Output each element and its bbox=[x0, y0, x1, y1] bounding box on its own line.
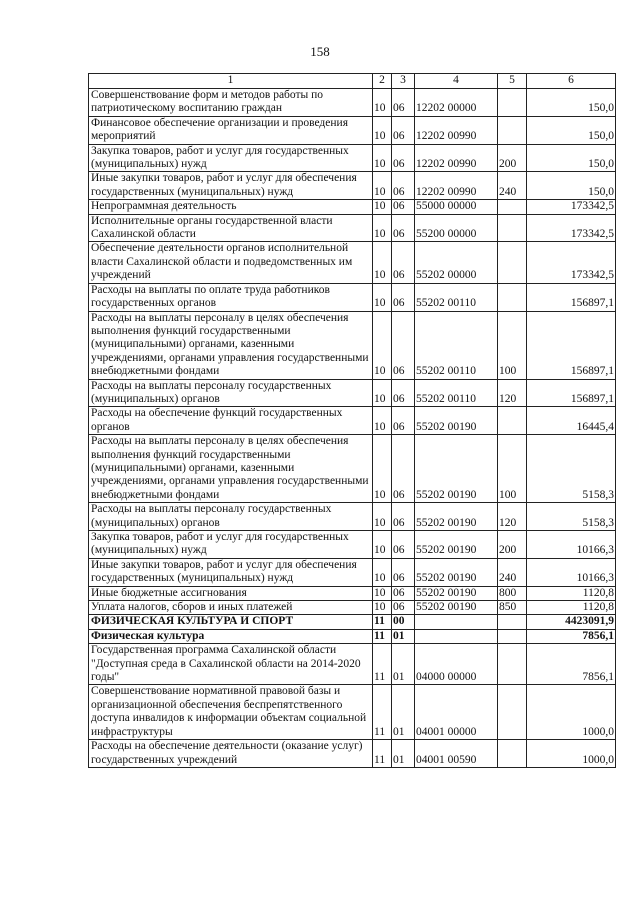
row-section-cell: 10 bbox=[373, 407, 392, 435]
row-expense-type-cell bbox=[498, 629, 527, 643]
row-amount-cell: 150,0 bbox=[527, 89, 616, 117]
row-target-article-cell: 04001 00590 bbox=[415, 740, 498, 768]
row-subsection-cell: 06 bbox=[392, 407, 415, 435]
row-section-cell: 11 bbox=[373, 685, 392, 740]
row-subsection-cell: 06 bbox=[392, 89, 415, 117]
row-target-article-cell: 55202 00190 bbox=[415, 586, 498, 600]
row-subsection-cell: 01 bbox=[392, 629, 415, 643]
row-expense-type-cell bbox=[498, 242, 527, 283]
page-number: 158 bbox=[310, 44, 330, 59]
table-row bbox=[89, 586, 616, 600]
row-target-article-cell: 55202 00190 bbox=[415, 435, 498, 503]
table-row bbox=[89, 629, 616, 643]
row-subsection-cell: 00 bbox=[392, 615, 415, 629]
row-target-article-cell bbox=[415, 629, 498, 643]
row-subsection-cell: 06 bbox=[392, 586, 415, 600]
row-section-cell: 10 bbox=[373, 283, 392, 311]
row-target-article-cell: 55202 00110 bbox=[415, 379, 498, 407]
header-cell: 3 bbox=[392, 74, 415, 89]
row-section-cell: 10 bbox=[373, 503, 392, 531]
row-section-cell: 10 bbox=[373, 116, 392, 144]
row-expense-type-cell: 120 bbox=[498, 503, 527, 531]
row-expense-type-cell: 240 bbox=[498, 172, 527, 200]
row-expense-type-cell: 120 bbox=[498, 379, 527, 407]
row-expense-type-cell bbox=[498, 116, 527, 144]
row-expense-type-cell bbox=[498, 283, 527, 311]
row-amount-cell: 173342,5 bbox=[527, 214, 616, 242]
row-target-article-cell: 55202 00190 bbox=[415, 601, 498, 615]
table-row bbox=[89, 283, 616, 311]
row-section-cell: 10 bbox=[373, 200, 392, 214]
row-target-article-cell: 55000 00000 bbox=[415, 200, 498, 214]
row-amount-cell: 173342,5 bbox=[527, 200, 616, 214]
table-row bbox=[89, 172, 616, 200]
row-amount-cell: 156897,1 bbox=[527, 311, 616, 379]
row-name-cell: Иные бюджетные ассигнования bbox=[89, 586, 373, 600]
table-row bbox=[89, 242, 616, 283]
row-name-cell: Совершенствование нормативной правовой базы и организационной обеспечения беспрепятственного доступа инвалидов к информации объектам социальной инфраструктуры bbox=[89, 685, 373, 740]
table-row bbox=[89, 435, 616, 503]
row-subsection-cell: 06 bbox=[392, 379, 415, 407]
row-target-article-cell: 04001 00000 bbox=[415, 685, 498, 740]
row-expense-type-cell bbox=[498, 214, 527, 242]
row-amount-cell: 150,0 bbox=[527, 144, 616, 172]
row-amount-cell: 10166,3 bbox=[527, 558, 616, 586]
row-expense-type-cell bbox=[498, 685, 527, 740]
row-section-cell: 11 bbox=[373, 740, 392, 768]
row-section-cell: 10 bbox=[373, 89, 392, 117]
table-header-row bbox=[89, 74, 616, 89]
row-expense-type-cell: 200 bbox=[498, 531, 527, 559]
row-section-cell: 10 bbox=[373, 144, 392, 172]
row-subsection-cell: 06 bbox=[392, 116, 415, 144]
header-cell: 1 bbox=[89, 74, 373, 89]
row-name-cell: Расходы на выплаты по оплате труда работников государственных органов bbox=[89, 283, 373, 311]
row-section-cell: 10 bbox=[373, 586, 392, 600]
row-amount-cell: 7856,1 bbox=[527, 629, 616, 643]
row-name-cell: Расходы на выплаты персоналу в целях обеспечения выполнения функций государственными (муниципальными) органами, казенными учреждениями, органами управления государственными внебюджетными фондами bbox=[89, 311, 373, 379]
row-subsection-cell: 06 bbox=[392, 531, 415, 559]
row-section-cell: 11 bbox=[373, 644, 392, 685]
row-section-cell: 10 bbox=[373, 214, 392, 242]
row-amount-cell: 4423091,9 bbox=[527, 615, 616, 629]
row-section-cell: 10 bbox=[373, 172, 392, 200]
row-name-cell: Финансовое обеспечение организации и проведения мероприятий bbox=[89, 116, 373, 144]
row-subsection-cell: 06 bbox=[392, 283, 415, 311]
row-expense-type-cell: 800 bbox=[498, 586, 527, 600]
row-name-cell: Непрограммная деятельность bbox=[89, 200, 373, 214]
row-section-cell: 11 bbox=[373, 629, 392, 643]
row-expense-type-cell bbox=[498, 644, 527, 685]
row-target-article-cell: 55202 00190 bbox=[415, 531, 498, 559]
table-row bbox=[89, 311, 616, 379]
table-row bbox=[89, 558, 616, 586]
row-target-article-cell: 12202 00990 bbox=[415, 172, 498, 200]
row-name-cell: Расходы на обеспечение деятельности (оказание услуг) государственных учреждений bbox=[89, 740, 373, 768]
row-name-cell: Иные закупки товаров, работ и услуг для обеспечения государственных (муниципальных) нужд bbox=[89, 172, 373, 200]
row-subsection-cell: 06 bbox=[392, 435, 415, 503]
row-amount-cell: 10166,3 bbox=[527, 531, 616, 559]
row-amount-cell: 1000,0 bbox=[527, 740, 616, 768]
row-name-cell: ФИЗИЧЕСКАЯ КУЛЬТУРА И СПОРТ bbox=[89, 615, 373, 629]
table-row bbox=[89, 116, 616, 144]
row-subsection-cell: 06 bbox=[392, 503, 415, 531]
table-row bbox=[89, 601, 616, 615]
row-amount-cell: 5158,3 bbox=[527, 503, 616, 531]
row-target-article-cell: 55200 00000 bbox=[415, 214, 498, 242]
table-row bbox=[89, 740, 616, 768]
row-amount-cell: 1120,8 bbox=[527, 601, 616, 615]
row-section-cell: 10 bbox=[373, 558, 392, 586]
row-target-article-cell bbox=[415, 615, 498, 629]
row-name-cell: Расходы на обеспечение функций государственных органов bbox=[89, 407, 373, 435]
header-cell: 6 bbox=[527, 74, 616, 89]
row-subsection-cell: 06 bbox=[392, 558, 415, 586]
row-amount-cell: 7856,1 bbox=[527, 644, 616, 685]
row-subsection-cell: 01 bbox=[392, 644, 415, 685]
row-name-cell: Расходы на выплаты персоналу государственных (муниципальных) органов bbox=[89, 379, 373, 407]
row-amount-cell: 1120,8 bbox=[527, 586, 616, 600]
table-row bbox=[89, 144, 616, 172]
row-name-cell: Физическая культура bbox=[89, 629, 373, 643]
table-row bbox=[89, 531, 616, 559]
row-expense-type-cell bbox=[498, 200, 527, 214]
row-target-article-cell: 55202 00110 bbox=[415, 311, 498, 379]
row-target-article-cell: 12202 00000 bbox=[415, 89, 498, 117]
row-name-cell: Исполнительные органы государственной власти Сахалинской области bbox=[89, 214, 373, 242]
row-name-cell: Расходы на выплаты персоналу государственных (муниципальных) органов bbox=[89, 503, 373, 531]
row-subsection-cell: 01 bbox=[392, 685, 415, 740]
row-name-cell: Совершенствование форм и методов работы по патриотическому воспитанию граждан bbox=[89, 89, 373, 117]
row-target-article-cell: 55202 00190 bbox=[415, 407, 498, 435]
table-row bbox=[89, 379, 616, 407]
row-name-cell: Расходы на выплаты персоналу в целях обеспечения выполнения функций государственными (муниципальными) органами, казенными учреждениями, органами управления государственными внебюджетными фондами bbox=[89, 435, 373, 503]
table-row bbox=[89, 407, 616, 435]
row-section-cell: 10 bbox=[373, 435, 392, 503]
row-subsection-cell: 01 bbox=[392, 740, 415, 768]
row-expense-type-cell: 100 bbox=[498, 435, 527, 503]
budget-table bbox=[88, 73, 616, 768]
row-subsection-cell: 06 bbox=[392, 311, 415, 379]
row-name-cell: Закупка товаров, работ и услуг для государственных (муниципальных) нужд bbox=[89, 531, 373, 559]
row-target-article-cell: 55202 00190 bbox=[415, 558, 498, 586]
table-row bbox=[89, 685, 616, 740]
row-target-article-cell: 12202 00990 bbox=[415, 116, 498, 144]
row-name-cell: Иные закупки товаров, работ и услуг для обеспечения государственных (муниципальных) нужд bbox=[89, 558, 373, 586]
row-section-cell: 10 bbox=[373, 601, 392, 615]
row-name-cell: Закупка товаров, работ и услуг для государственных (муниципальных) нужд bbox=[89, 144, 373, 172]
row-subsection-cell: 06 bbox=[392, 242, 415, 283]
row-expense-type-cell: 200 bbox=[498, 144, 527, 172]
row-expense-type-cell bbox=[498, 615, 527, 629]
row-amount-cell: 156897,1 bbox=[527, 379, 616, 407]
table-row bbox=[89, 200, 616, 214]
header-cell: 4 bbox=[415, 74, 498, 89]
row-subsection-cell: 06 bbox=[392, 172, 415, 200]
row-amount-cell: 150,0 bbox=[527, 172, 616, 200]
row-section-cell: 10 bbox=[373, 379, 392, 407]
row-target-article-cell: 12202 00990 bbox=[415, 144, 498, 172]
row-subsection-cell: 06 bbox=[392, 200, 415, 214]
table-row bbox=[89, 214, 616, 242]
row-target-article-cell: 55202 00110 bbox=[415, 283, 498, 311]
row-section-cell: 10 bbox=[373, 531, 392, 559]
row-expense-type-cell bbox=[498, 740, 527, 768]
row-amount-cell: 150,0 bbox=[527, 116, 616, 144]
row-section-cell: 11 bbox=[373, 615, 392, 629]
row-expense-type-cell: 850 bbox=[498, 601, 527, 615]
row-expense-type-cell: 100 bbox=[498, 311, 527, 379]
table-row bbox=[89, 89, 616, 117]
row-amount-cell: 173342,5 bbox=[527, 242, 616, 283]
row-amount-cell: 156897,1 bbox=[527, 283, 616, 311]
row-amount-cell: 5158,3 bbox=[527, 435, 616, 503]
row-target-article-cell: 55202 00190 bbox=[415, 503, 498, 531]
row-expense-type-cell: 240 bbox=[498, 558, 527, 586]
row-amount-cell: 1000,0 bbox=[527, 685, 616, 740]
row-subsection-cell: 06 bbox=[392, 144, 415, 172]
row-name-cell: Обеспечение деятельности органов исполнительной власти Сахалинской области и подведомственных им учреждений bbox=[89, 242, 373, 283]
row-name-cell: Государственная программа Сахалинской области "Доступная среда в Сахалинской области на 2014-2020 годы" bbox=[89, 644, 373, 685]
header-cell: 5 bbox=[498, 74, 527, 89]
table-row bbox=[89, 615, 616, 629]
row-expense-type-cell bbox=[498, 89, 527, 117]
table-row bbox=[89, 503, 616, 531]
row-subsection-cell: 06 bbox=[392, 601, 415, 615]
row-amount-cell: 16445,4 bbox=[527, 407, 616, 435]
row-expense-type-cell bbox=[498, 407, 527, 435]
row-target-article-cell: 04000 00000 bbox=[415, 644, 498, 685]
table-row bbox=[89, 644, 616, 685]
row-section-cell: 10 bbox=[373, 242, 392, 283]
row-subsection-cell: 06 bbox=[392, 214, 415, 242]
header-cell: 2 bbox=[373, 74, 392, 89]
row-section-cell: 10 bbox=[373, 311, 392, 379]
row-target-article-cell: 55202 00000 bbox=[415, 242, 498, 283]
row-name-cell: Уплата налогов, сборов и иных платежей bbox=[89, 601, 373, 615]
